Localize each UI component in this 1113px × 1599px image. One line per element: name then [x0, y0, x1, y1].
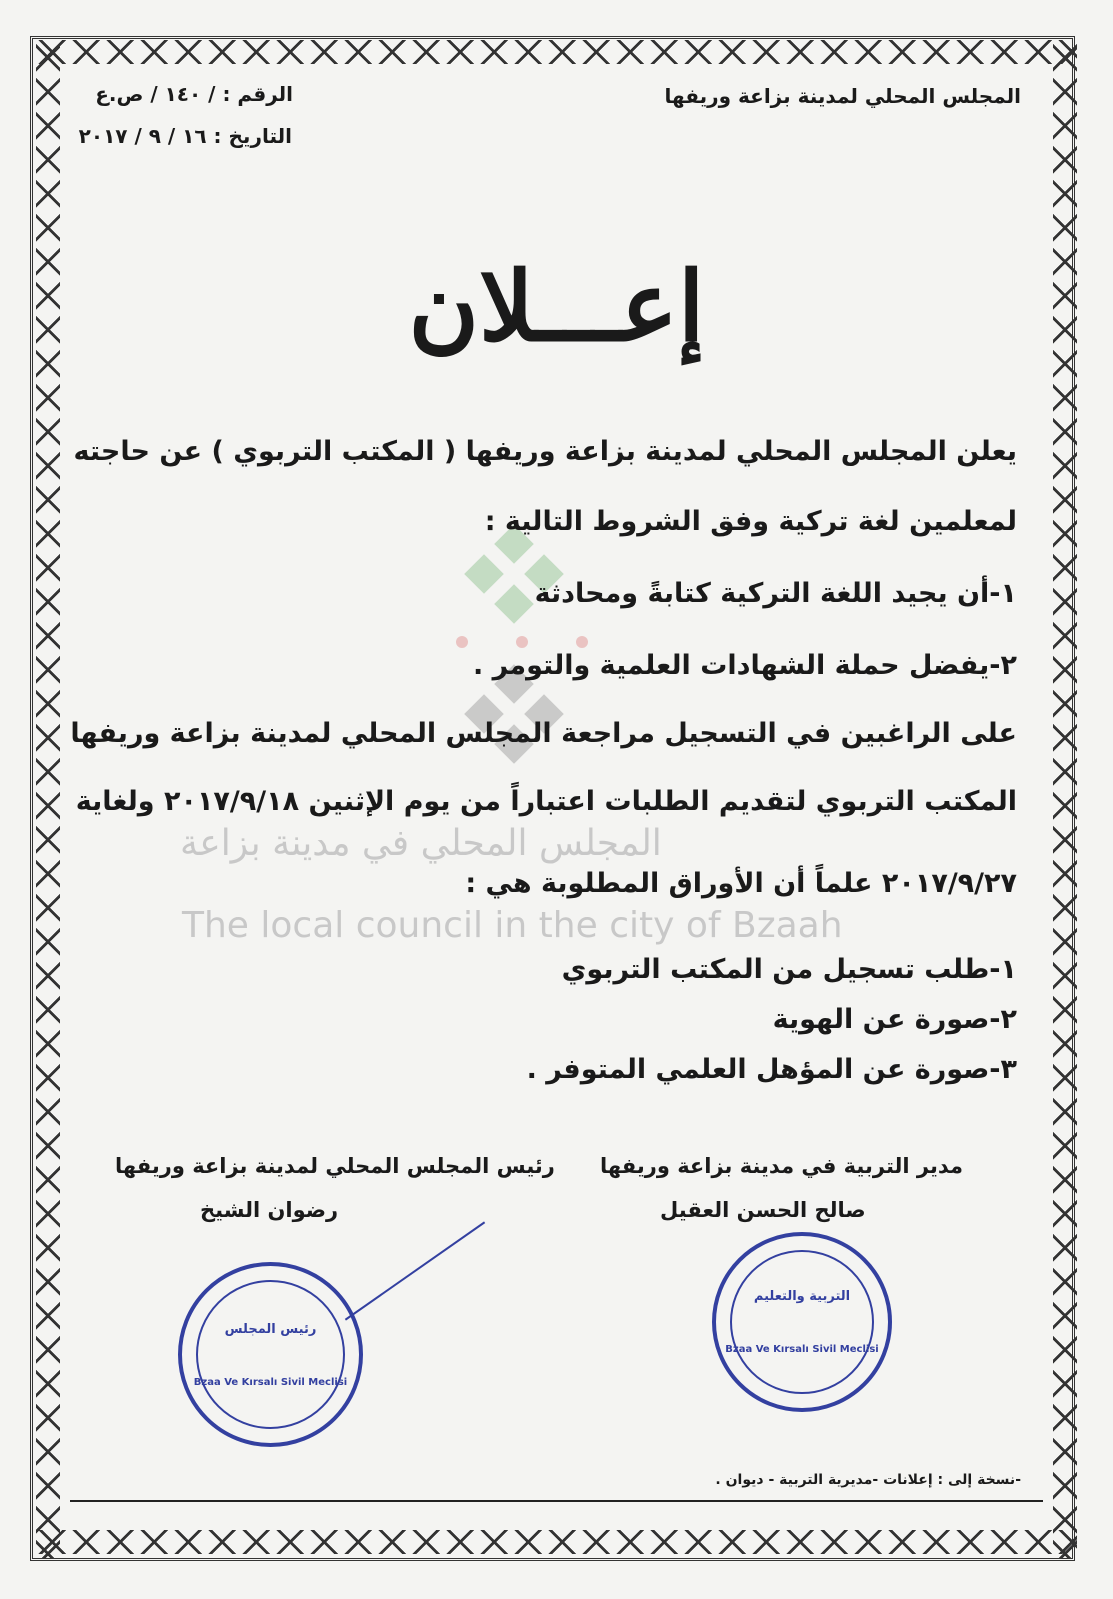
body-line: ٢٠١٧/٩/٢٧ علماً أن الأوراق المطلوبة هي :: [465, 868, 1017, 899]
reference-number: الرقم : / ١٤٠ / ص.ع: [95, 82, 293, 106]
stamp-caption: التربية والتعليم: [753, 1289, 851, 1304]
required-document: ٢-صورة عن الهوية: [772, 1004, 1017, 1035]
body-line: لمعلمين لغة تركية وفق الشروط التالية :: [484, 506, 1017, 537]
condition-item: ١-أن يجيد اللغة التركية كتابةً ومحادثة: [534, 578, 1017, 609]
decorative-border-top: [36, 40, 1077, 64]
document-date: التاريخ : ١٦ / ٩ / ٢٠١٧: [78, 124, 292, 148]
required-document: ١-طلب تسجيل من المكتب التربوي: [561, 954, 1017, 985]
stamp-caption: رئيس المجلس: [224, 1321, 317, 1337]
body-line: المكتب التربوي لتقديم الطلبات اعتباراً من يوم الإثنين ٢٠١٧/٩/١٨ ولغاية: [75, 786, 1017, 817]
copies-to: -نسخة إلى : إعلانات -مديرية التربية - ديوان .: [715, 1472, 1021, 1488]
watermark-arabic: المجلس المحلي في مدينة بزاعة: [180, 823, 662, 864]
official-stamp-right: [712, 1232, 892, 1412]
required-document: ٣-صورة عن المؤهل العلمي المتوفر .: [526, 1054, 1017, 1085]
signatory-right-title: مدير التربية في مدينة بزاعة وريفها: [600, 1154, 963, 1178]
signatory-left-name: رضوان الشيخ: [200, 1198, 339, 1222]
footer-divider: [70, 1500, 1043, 1502]
body-line: يعلن المجلس المحلي لمدينة بزاعة وريفها ( المكتب التربوي ) عن حاجته: [73, 436, 1017, 467]
decorative-border-bottom: [36, 1530, 1077, 1554]
watermark-english: The local council in the city of Bzaah: [182, 905, 843, 946]
page-title: إعـــلان: [408, 250, 705, 363]
condition-item: ٢-يفضل حملة الشهادات العلمية والتومر .: [472, 650, 1017, 681]
signatory-right-name: صالح الحسن العقيل: [660, 1198, 866, 1222]
stamp-ring-text: Bzaa Ve Kırsalı Sivil Meclisi: [725, 1344, 879, 1355]
official-stamp-left: [178, 1262, 363, 1447]
stamp-ring-text: Bzaa Ve Kırsalı Sivil Meclisi: [193, 1376, 348, 1388]
signatory-left-title: رئيس المجلس المحلي لمدينة بزاعة وريفها: [115, 1154, 555, 1178]
council-name: المجلس المحلي لمدينة بزاعة وريفها: [664, 84, 1021, 108]
body-line: على الراغبين في التسجيل مراجعة المجلس المحلي لمدينة بزاعة وريفها: [70, 718, 1017, 749]
